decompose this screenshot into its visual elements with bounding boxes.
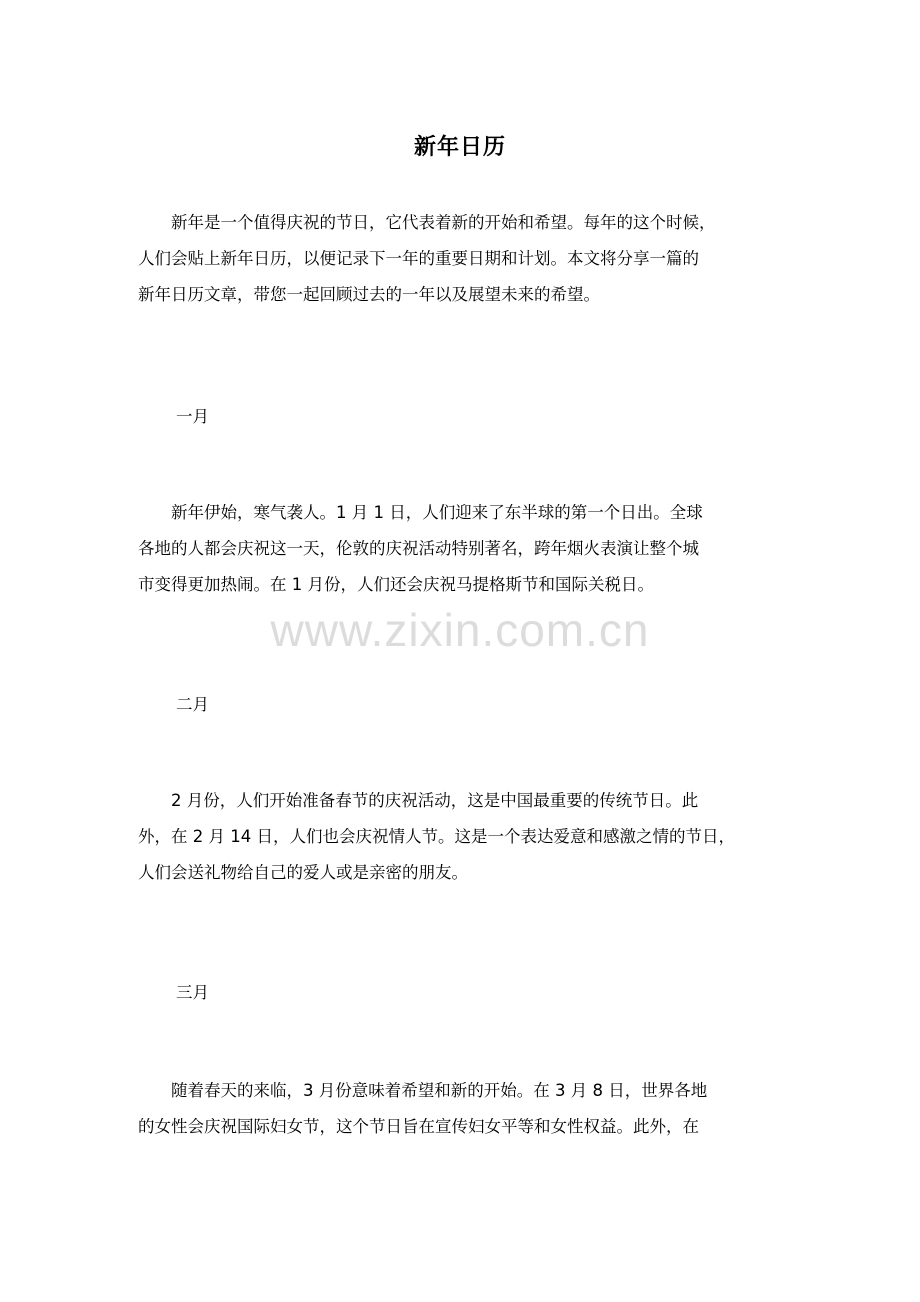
paragraph-line: 随着春天的来临，3 月份意味着希望和新的开始。在 3 月 8 日，世界各地 [138,1081,708,1100]
february-paragraph [138,783,788,891]
paragraph-line: 市变得更加热闹。在 1 月份，人们还会庆祝马提格斯节和国际关税日。 [138,575,654,594]
paragraph-line: 人们会送礼物给自己的爱人或是亲密的朋友。 [138,863,468,882]
january-paragraph [138,495,788,603]
section-heading-february: 二月 [176,695,209,714]
paragraph-line: 新年伊始，寒气袭人。1 月 1 日，人们迎来了东半球的第一个日出。全球 [138,503,703,522]
paragraph-line: 2 月份，人们开始准备春节的庆祝活动，这是中国最重要的传统节日。此 [138,791,699,810]
paragraph-line: 各地的人都会庆祝这一天，伦敦的庆祝活动特别著名，跨年烟火表演让整个城 [138,539,699,558]
paragraph-line: 新年是一个值得庆祝的节日，它代表着新的开始和希望。每年的这个时候， [138,213,716,232]
intro-paragraph [138,205,788,313]
paragraph-line: 人们会贴上新年日历，以便记录下一年的重要日期和计划。本文将分享一篇的 [138,249,699,268]
paragraph-line: 外，在 2 月 14 日，人们也会庆祝情人节。这是一个表达爱意和感激之情的节日， [138,827,735,846]
section-heading-march: 三月 [176,983,209,1002]
section-heading-january: 一月 [176,407,209,426]
paragraph-line: 的女性会庆祝国际妇女节，这个节日旨在宣传妇女平等和女性权益。此外，在 [138,1117,699,1136]
watermark: www.zixin.com.cn [270,604,650,656]
march-paragraph [138,1073,788,1145]
paragraph-line: 新年日历文章，带您一起回顾过去的一年以及展望未来的希望。 [138,285,600,304]
document-title: 新年日历 [413,135,506,160]
